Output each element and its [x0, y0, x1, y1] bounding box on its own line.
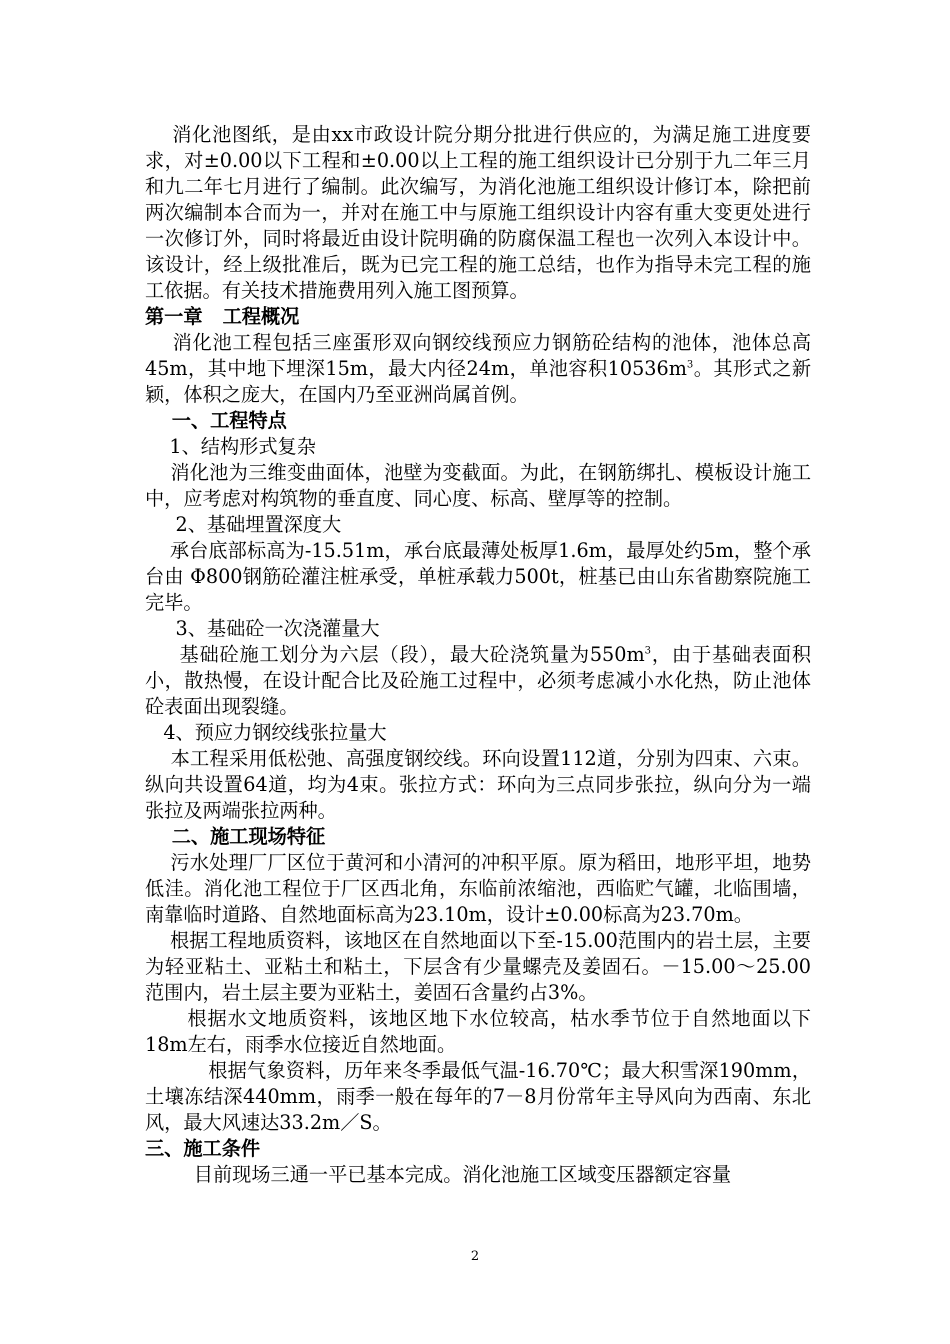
chapter-1-paragraph: 消化池工程包括三座蛋形双向钢绞线预应力钢筋砼结构的池体，池体总高45m，其中地下埋深15m，最大内径24m，单池容积$10536m^3$。其形式之新颖，体积之庞大，在国内乃至亚洲尚属首例。 — [145, 331, 812, 406]
section-2-paragraph-1: 污水处理厂厂区位于黄河和小清河的冲积平原。原为稻田，地形平坦，地势低洼。消化池工程位于厂区西北角，东临前浓缩池，西临贮气罐，北临围墙，南靠临时道路、自然地面标高为23.10m，设计±0.00标高为23.70m。 — [145, 851, 812, 926]
section-1-title: 一、工程特点 — [145, 409, 287, 432]
intro-paragraph: 消化池图纸，是由xx市政设计院分期分批进行供应的，为满足施工进度要求，对±0.00以下工程和±0.00以上工程的施工组织设计已分别于九二年三月和九二年七月进行了编制。此次编写，为消化池施工组织设计修订本，除把前两次编制本合而为一，并对在施工中与原施工组织设计内容有重大变更处进行一次修订外，同时将最近由设计院明确的防腐保温工程也一次列入本设计中。该设计，经上级批准后，既为已完工程的施工总结，也作为指导未完工程的施工依据。有关技术措施费用列入施工图预算。 — [145, 123, 811, 302]
item-4-title: 4、预应力钢绞线张拉量大 — [145, 721, 387, 744]
section-2-paragraph-4: 根据气象资料，历年来冬季最低气温-16.70℃；最大积雪深190mm，土壤冻结深440mm，雨季一般在每年的7－8月份常年主导风向为西南、东北风，最大风速达33.2m／S。 — [145, 1059, 812, 1134]
page-number: 2 — [470, 1249, 480, 1264]
item-1-text: 消化池为三维变曲面体，池壁为变截面。为此，在钢筋绑扎、模板设计施工中，应考虑对构筑物的垂直度、同心度、标高、壁厚等的控制。 — [145, 461, 812, 510]
section-3-paragraph-1: 目前现场三通一平已基本完成。消化池施工区域变压器额定容量 — [145, 1163, 732, 1186]
chapter-1-title: 第一章 工程概况 — [145, 305, 300, 328]
item-4-text: 本工程采用低松弛、高强度钢绞线。环向设置112道，分别为四束、六束。纵向共设置64道，均为4束。张拉方式：环向为三点同步张拉，纵向分为一端张拉及两端张拉两种。 — [145, 747, 811, 822]
item-1-title: 1、结构形式复杂 — [145, 435, 316, 458]
item-3-text: 基础砼施工划分为六层（段），最大砼浇筑量为$550m^3$，由于基础表面积小，散热慢，在设计配合比及砼施工过程中，必须考虑减小水化热，防止池体砼表面出现裂缝。 — [145, 643, 812, 718]
section-2-paragraph-2: 根据工程地质资料，该地区在自然地面以下至-15.00范围内的岩土层，主要为轻亚粘土、亚粘土和粘土，下层含有少量螺壳及姜固石。－15.00～25.00范围内，岩土层主要为亚粘土，姜固石含量约占3%。 — [145, 929, 811, 1004]
document-body — [145, 122, 811, 1188]
section-2-paragraph-3: 根据水文地质资料，该地区地下水位较高，枯水季节位于自然地面以下18m左右，雨季水位接近自然地面。 — [145, 1007, 811, 1056]
section-3-title: 三、施工条件 — [145, 1137, 261, 1160]
item-2-title: 2、基础埋置深度大 — [145, 513, 342, 536]
item-2-text: 承台底部标高为-15.51m，承台底最薄处板厚1.6m，最厚处约5m，整个承台由 Φ800钢筋砼灌注桩承受，单桩承载力500t，桩基已由山东省勘察院施工完毕。 — [145, 539, 811, 614]
section-2-title: 二、施工现场特征 — [145, 825, 326, 848]
item-3-title: 3、基础砼一次浇灌量大 — [145, 617, 380, 640]
